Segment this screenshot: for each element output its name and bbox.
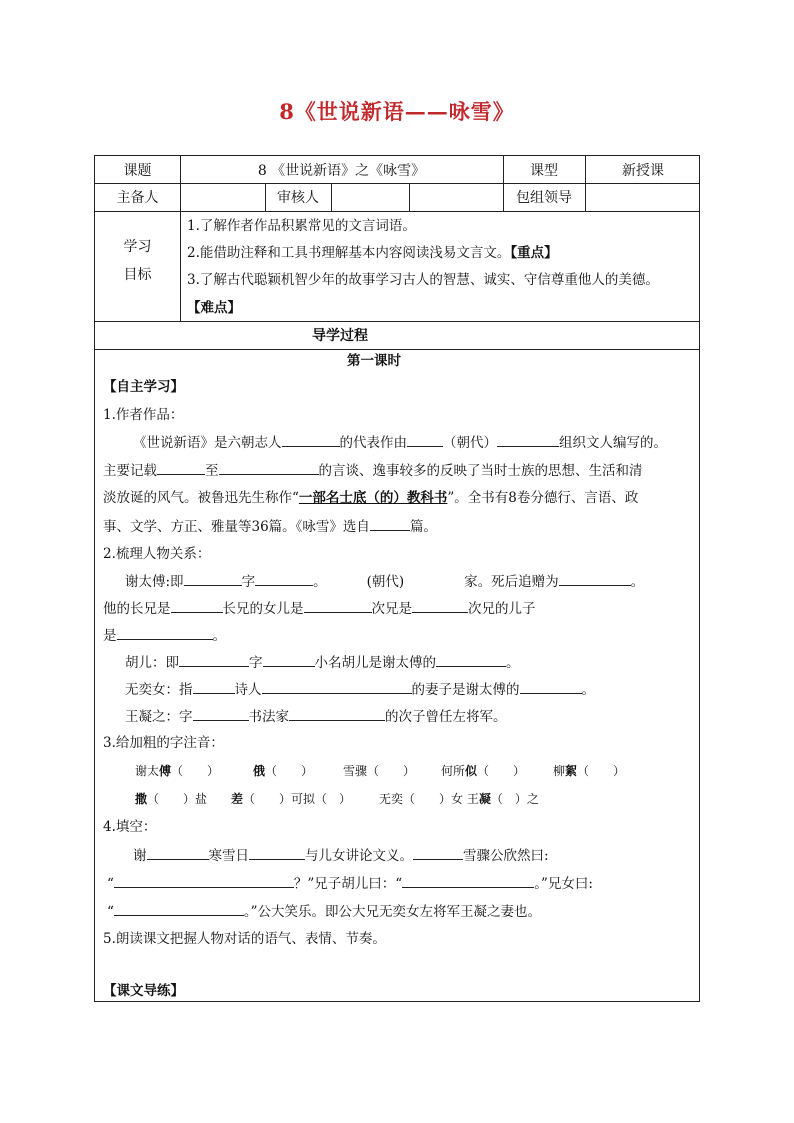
q2-label: 2.梳理人物关系： xyxy=(103,546,211,562)
row-divider xyxy=(95,183,699,184)
goals-label-2: 目标 xyxy=(123,267,152,283)
q3-row1-item2: 俄（ ） xyxy=(253,764,314,778)
q2-line-f: 王凝之：字 书法家 的次子曾任左将军。 xyxy=(125,709,507,725)
col-divider xyxy=(331,183,332,211)
q2-line-d: 胡儿：即 字 小名胡儿是谢太傅的 。 xyxy=(125,655,520,671)
q2-line-b: 他的长兄是 长兄的女儿是 次兄是 次兄的儿子 xyxy=(103,601,536,617)
label-preparer: 主备人 xyxy=(116,190,159,206)
q3-row1-item4: 何所似（ ） xyxy=(441,764,526,778)
col-divider xyxy=(409,183,410,211)
q1-line2: 主要记载 至 的言谈、逸事较多的反映了当时士族的思想、生活和清 xyxy=(103,463,643,479)
q2-line-c: 是 。 xyxy=(103,628,226,644)
value-topic: 8 《世说新语》之《咏雪》 xyxy=(257,162,426,179)
goal-3-tag: 【难点】 xyxy=(187,300,241,316)
q1-label: 1.作者作品： xyxy=(103,407,184,423)
label-topic: 课题 xyxy=(123,162,152,179)
document-title: 8《世说新语——咏雪》 xyxy=(279,99,515,124)
q4-label: 4.填空： xyxy=(103,819,157,835)
q5-line: 5.朗读课文把握人物对话的语气、表情、节奏。 xyxy=(103,931,386,947)
goal-1: 1.了解作者作品积累常见的文言词语。 xyxy=(187,218,416,234)
section-text-practice: 【课文导练】 xyxy=(103,983,184,999)
q3-row1-item1: 谢太傅（ ） xyxy=(135,764,220,778)
goal-2: 2.能借助注释和工具书理解基本内容阅读浅易文言文。【重点】 xyxy=(187,245,558,261)
q4-line-a: 谢 寒雪日 与儿女讲论文义。 雪骤公欣然曰: xyxy=(133,848,549,864)
section-self-study: 【自主学习】 xyxy=(103,379,184,395)
q1-line4: 事、文学、方正、雅量等36篇。《咏雪》选自 篇。 xyxy=(103,519,437,535)
q3-row2-item3: 无奕（ ）女 王凝（ ）之 xyxy=(379,792,539,806)
q1-line1: 《世说新语》是六朝志人 的代表作由 （朝代） 组织文人编写的。 xyxy=(133,435,667,451)
q4-line-b: “ ？”兄子胡儿曰：“ 。”兄女曰: xyxy=(107,876,593,892)
label-type: 课型 xyxy=(530,162,558,179)
q3-row1-item3: 雪骤（ ） xyxy=(343,764,416,778)
q4-line-c: “ 。”公大笑乐。即公大兄无奕女左将军王凝之妻也。 xyxy=(107,904,542,920)
q2-line-a: 谢太傅:即 字 。 (朝代) 家。死后追赠为 。 xyxy=(125,574,645,590)
q3-row2-item1: 撒（ ）盐 xyxy=(135,792,208,806)
process-title: 导学过程 xyxy=(312,328,368,344)
row-divider xyxy=(95,349,699,350)
q2-line-e: 无奕女：指 诗人 的妻子是谢太傅的 。 xyxy=(125,682,595,698)
value-type: 新授课 xyxy=(622,162,664,179)
row-divider xyxy=(95,211,699,212)
worksheet-table xyxy=(94,155,700,1002)
goals-label-1: 学习 xyxy=(123,239,152,255)
label-group-leader: 包组领导 xyxy=(516,190,572,206)
q1-line3: 淡放诞的风气。被鲁迅先生称作“一部名士底（的）教科书”。全书有8卷分德行、言语、政 xyxy=(103,490,639,506)
q3-label: 3.给加粗的字注音： xyxy=(103,735,224,751)
label-reviewer: 审核人 xyxy=(277,190,319,206)
lesson-title: 第一课时 xyxy=(347,353,401,369)
q3-row1-item5: 柳絮（ ） xyxy=(553,764,626,778)
goal-3: 3.了解古代聪颖机智少年的故事学习古人的智慧、诚实、守信尊重他人的美德。 xyxy=(187,272,659,288)
q3-row2-item2: 差（ ）可拟（ ） xyxy=(231,792,352,806)
